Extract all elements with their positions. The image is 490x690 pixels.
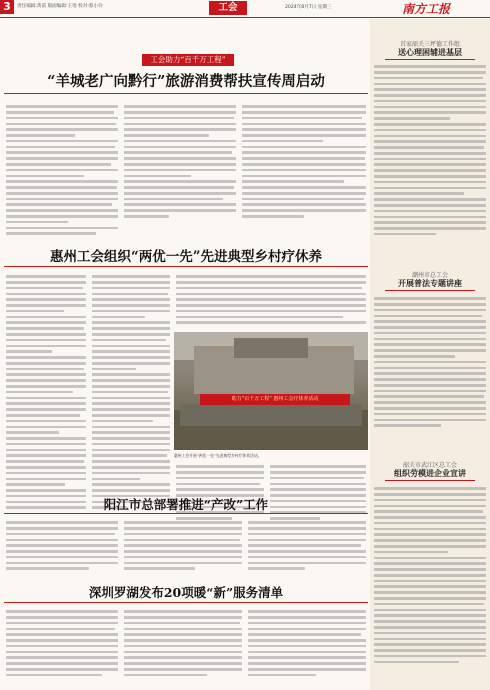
right3-headline: 组织劳模进企业宣讲 [394, 468, 466, 478]
story3-column-2 [124, 518, 242, 580]
lead-kicker: 工会助力“百千万工程” [142, 54, 234, 66]
right1-kicker: 首家韶关三坪德工作组 [399, 41, 460, 48]
lead-column-1 [6, 102, 118, 262]
story4-headline: 深圳罗湖发布20项暖“新”服务清单 [88, 585, 284, 600]
story2-column-1 [6, 272, 86, 530]
right2-body [374, 294, 486, 440]
right3-rule [385, 480, 475, 481]
story4-rule [4, 602, 368, 603]
news-photo [174, 332, 368, 450]
right2-headline: 开展普法专题讲座 [398, 278, 462, 288]
section-label: 工会 [209, 1, 247, 15]
right1-headline: 送心理困辅进基层 [398, 47, 462, 57]
lead-headline: “羊城老广向黔行”旅游消费帮扶宣传周启动 [47, 73, 325, 90]
story3-column-3 [248, 518, 366, 580]
right1-rule [385, 59, 475, 60]
right3-kicker: 韶关市武江区总工会 [402, 462, 457, 469]
right1-body [374, 62, 486, 248]
story4-column-3 [248, 607, 366, 687]
editor-line: 责任编辑:黄前 版面编辑:王瑶 校对:蔡小玲 [17, 4, 103, 9]
page-number: 3 [0, 0, 14, 14]
story2-rule [4, 266, 368, 267]
story3-column-1 [6, 518, 118, 580]
story2-headline: 惠州工会组织“两优一先”先进典型乡村疗休养 [49, 249, 323, 265]
photo-banner: 助力“百千万工程” 惠州工会疗休养活动 [200, 394, 350, 405]
story4-column-2 [124, 607, 242, 687]
story4-column-1 [6, 607, 118, 687]
story3-rule [4, 513, 368, 514]
right3-body [374, 484, 486, 684]
lead-column-2 [124, 102, 236, 242]
date-line: 2024年8月7日 星期三 [285, 5, 332, 10]
story2-column-3 [176, 272, 366, 328]
photo-caption: 惠州工会开展“两优一先”先进典型乡村疗休养活动。 [174, 453, 262, 458]
story3-headline: 阳江市总部署推进“产改”工作 [103, 497, 269, 512]
lead-column-3 [242, 102, 366, 242]
newspaper-logo: 南方工报 [402, 2, 451, 16]
lead-rule [4, 93, 368, 94]
right2-rule [385, 290, 475, 291]
right2-kicker: 潮州市总工会 [411, 272, 448, 279]
story2-column-2 [92, 272, 170, 530]
